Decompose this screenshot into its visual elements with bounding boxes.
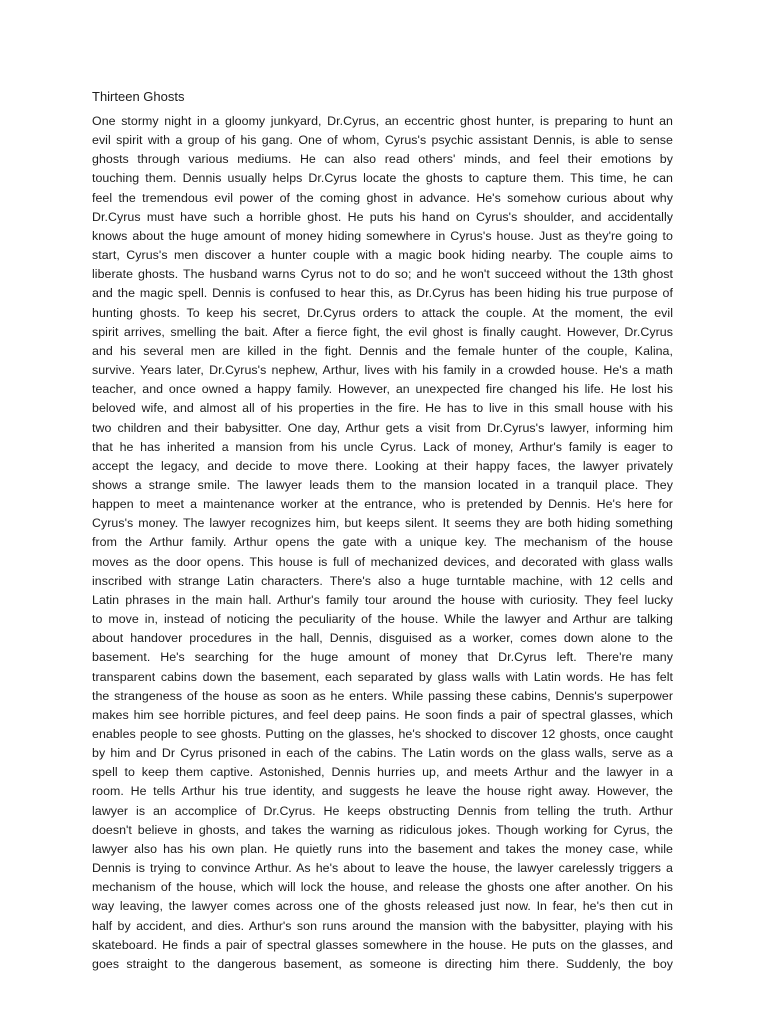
body-text-line: and the magic spell. Dennis is confused to hear this, as Dr.Cyrus has been hiding his true purpose of — [92, 286, 673, 301]
body-text-line: One stormy night in a gloomy junkyard, Dr.Cyrus, an eccentric ghost hunter, is preparing to hunt an — [92, 114, 673, 128]
body-text-line: inscribed with strange Latin characters. There's also a huge turntable machine, with 12 cells and — [92, 573, 673, 588]
body-text-line: spell to keep them captive. Astonished, Dennis hurries up, and meets Arthur and the lawyer in a — [92, 765, 673, 780]
body-text-line: enables people to see ghosts. Putting on the glasses, he's shocked to discover 12 ghosts, once caught — [92, 727, 673, 741]
body-text-line: half by accident, and dies. Arthur's son runs around the mansion with the babysitter, playing with his — [92, 918, 673, 933]
document-page — [92, 87, 673, 974]
body-text-line: moves as the door opens. This house is full of mechanized devices, and decorated with glass walls — [92, 554, 673, 569]
body-text-line: hunting ghosts. To keep his secret, Dr.Cyrus orders to attack the couple. At the moment, the evil — [92, 305, 673, 320]
body-text-line: touching them. Dennis usually helps Dr.Cyrus locate the ghosts to capture them. This time, he can — [92, 171, 673, 186]
body-text-line: knows about the huge amount of money hiding somewhere in Cyrus's house. Just as they're going to — [92, 228, 673, 243]
body-text-line: skateboard. He finds a pair of spectral glasses somewhere in the house. He puts on the glasses, and — [92, 937, 673, 952]
body-text-line: happen to meet a maintenance worker at the entrance, who is pretended by Dennis. He's here for — [92, 497, 673, 512]
body-text-line: the strangeness of the house as soon as he enters. While passing these cabins, Dennis's superpower — [92, 688, 673, 703]
body-text-line: accept the legacy, and decide to move there. Looking at their happy faces, the lawyer privately — [92, 458, 673, 473]
body-text-line: Latin phrases in the main hall. Arthur's family tour around the house with curiosity. They feel lucky — [92, 592, 673, 607]
body-text-line: lawyer is an accomplice of Dr.Cyrus. He keeps obstructing Dennis from telling the truth. Arthur — [92, 803, 673, 818]
body-text-line: goes straight to the dangerous basement, as someone is directing him there. Suddenly, the boy — [92, 956, 673, 971]
body-text-line: by him and Dr Cyrus prisoned in each of the cabins. The Latin words on the glass walls, serve as a — [92, 746, 673, 761]
body-text-line: room. He tells Arthur his true identity, and suggests he leave the house right away. However, the — [92, 784, 673, 799]
body-text-line: teacher, and once owned a happy family. However, an unexpected fire changed his life. He lost his — [92, 382, 673, 397]
body-text-line: transparent cabins down the basement, each separated by glass walls with Latin words. He has felt — [92, 669, 673, 684]
body-text-line: shows a strange smile. The lawyer leads them to the mansion located in a tranquil place. They — [92, 477, 673, 492]
body-text-line: evil spirit with a group of his gang. One of whom, Cyrus's psychic assistant Dennis, is able to sense — [92, 133, 673, 148]
document-title: Thirteen Ghosts — [92, 89, 185, 104]
body-text-line: that he has inherited a mansion from his uncle Cyrus. Lack of money, Arthur's family is eager to — [92, 439, 673, 454]
body-text-line: to move in, instead of noticing the peculiarity of the house. While the lawyer and Arthur are talking — [92, 612, 673, 627]
body-text-line: two children and their babysitter. One day, Arthur gets a visit from Dr.Cyrus's lawyer, informing him — [92, 420, 673, 435]
body-text-line: and his several men are killed in the fight. Dennis and the female hunter of the couple, Kalina, — [92, 343, 673, 358]
body-text-line: liberate ghosts. The husband warns Cyrus not to do so; and he won't succeed without the 13th ghost — [92, 267, 673, 282]
body-text-line: basement. He's searching for the huge amount of money that Dr.Cyrus left. There're many — [92, 650, 673, 665]
body-text-line: ghosts through various mediums. He can also read others' minds, and feel their emotions by — [92, 152, 673, 167]
body-text-line: survive. Years later, Dr.Cyrus's nephew, Arthur, lives with his family in a crowded house. He's a math — [92, 363, 673, 378]
document-body — [92, 112, 673, 974]
body-text-line: Dr.Cyrus must have such a horrible ghost. He puts his hand on Cyrus's shoulder, and accidentally — [92, 209, 673, 224]
body-text-line: feel the tremendous evil power of the coming ghost in advance. He's somehow curious about why — [92, 190, 673, 205]
body-text-line: about handover procedures in the hall, Dennis, disguised as a worker, comes down alone to the — [92, 631, 673, 646]
body-text-line: doesn't believe in ghosts, and takes the warning as ridiculous jokes. Though working for Cyrus, the — [92, 822, 673, 837]
body-text-line: Dennis is trying to convince Arthur. As he's about to leave the house, the lawyer carelessly triggers a — [92, 861, 673, 876]
body-text-line: mechanism of the house, which will lock the house, and release the ghosts one after another. On his — [92, 880, 673, 895]
body-text-line: lawyer also has his own plan. He quietly runs into the basement and takes the money case, while — [92, 841, 673, 856]
body-text-line: beloved wife, and almost all of his properties in the fire. He has to live in this small house with his — [92, 401, 673, 416]
body-text-line: spirit arrives, smelling the bait. After a fierce fight, the evil ghost is finally caught. However, Dr.Cyrus — [92, 324, 673, 339]
body-text-line: way leaving, the lawyer comes across one of the ghosts released just now. In fear, he's then cut in — [92, 899, 673, 914]
body-text-line: start, Cyrus's men discover a hunter couple with a magic book hiding nearby. The couple aims to — [92, 248, 673, 263]
body-text-line: makes him see horrible pictures, and feel deep pains. He soon finds a pair of spectral glasses, which — [92, 707, 673, 722]
body-text-line: Cyrus's money. The lawyer recognizes him, but keeps silent. It seems they are both hiding something — [92, 516, 673, 531]
body-text-line: from the Arthur family. Arthur opens the gate with a unique key. The mechanism of the house — [92, 535, 673, 550]
